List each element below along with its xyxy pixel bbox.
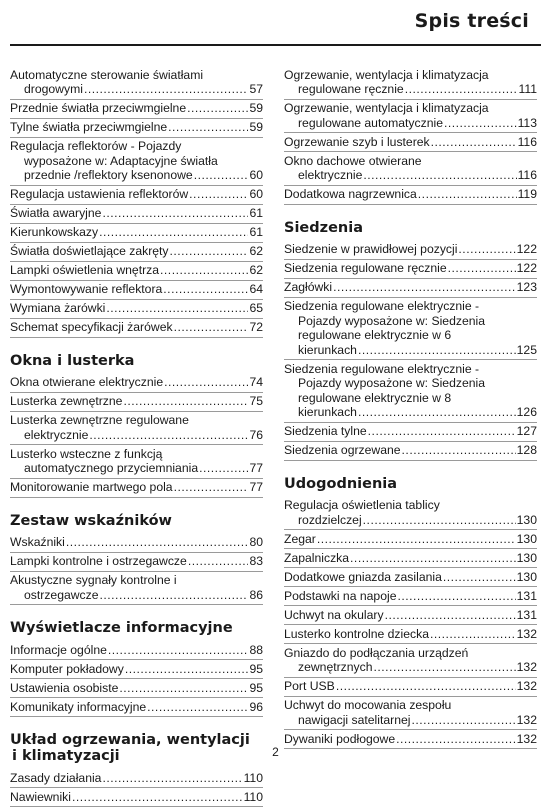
toc-entry-text: Regulacja oświetlenia tablicy xyxy=(284,498,440,512)
toc-entry[interactable] xyxy=(284,442,537,461)
dot-leader xyxy=(458,242,515,257)
toc-entry[interactable] xyxy=(10,205,263,224)
toc-entry-text: Akustyczne sygnały kontrolne i xyxy=(10,573,177,587)
toc-page-number: 62 xyxy=(249,244,263,258)
dot-leader xyxy=(170,244,249,259)
toc-entry-text: wyposażone w: Adaptacyjne światła xyxy=(24,153,218,168)
dot-leader xyxy=(358,405,516,420)
toc-page-number: 127 xyxy=(516,424,537,438)
toc-page-number: 59 xyxy=(249,120,263,134)
toc-entry[interactable] xyxy=(284,587,537,606)
section-heading-line: i klimatyzacji xyxy=(12,748,120,764)
toc-entry-text: Tylne światła przeciwmgielne xyxy=(10,120,168,134)
dot-leader xyxy=(374,660,516,675)
dot-leader xyxy=(363,513,516,528)
toc-entry-text: automatycznego przyciemniania xyxy=(24,461,199,475)
toc-entry[interactable] xyxy=(10,100,263,119)
toc-entry[interactable] xyxy=(10,66,263,100)
page-number: 2 xyxy=(272,745,279,759)
toc-entry-text: zewnętrznych xyxy=(298,660,373,674)
dot-leader xyxy=(102,206,248,221)
dot-leader xyxy=(336,679,516,694)
toc-page-number: 130 xyxy=(516,550,537,565)
toc-entry[interactable] xyxy=(284,66,537,100)
toc-column-left xyxy=(10,66,263,807)
toc-entry[interactable] xyxy=(10,769,263,788)
toc-entry-text: Zagłówki xyxy=(284,280,333,294)
toc-column-right xyxy=(284,66,537,749)
dot-leader xyxy=(402,443,516,458)
dot-leader xyxy=(443,570,516,585)
toc-entry-text: Siedzenia ogrzewane xyxy=(284,443,401,457)
toc-page-number: 126 xyxy=(516,405,537,419)
toc-entry-text: przednie /reflektory ksenonowe xyxy=(24,168,193,182)
toc-entry[interactable] xyxy=(284,625,537,644)
toc-entry-text: regulowane elektrycznie w 8 xyxy=(298,390,452,405)
toc-page-number: 65 xyxy=(249,301,263,315)
toc-page-number: 76 xyxy=(249,427,263,442)
toc-entry-text: elektrycznie xyxy=(298,168,363,182)
dot-leader xyxy=(405,82,518,97)
toc-entry-text: Okno dachowe otwierane xyxy=(284,153,422,168)
toc-entry[interactable] xyxy=(284,549,537,568)
toc-entry-text: Siedzenia regulowane elektrycznie - xyxy=(284,361,480,376)
toc-page-number: 119 xyxy=(517,187,537,201)
toc-page-number: 59 xyxy=(249,101,263,115)
toc-entry-text: Ogrzewanie szyb i lusterek xyxy=(284,134,430,149)
toc-page-number: 130 xyxy=(516,512,537,527)
toc-page-number: 130 xyxy=(516,569,537,584)
toc-entry-text: Lusterka zewnętrzne regulowane xyxy=(10,413,189,427)
toc-entry[interactable] xyxy=(10,319,263,338)
toc-entry-text: Gniazdo do podłączania urządzeń xyxy=(284,645,469,660)
toc-entry-text: Regulacja reflektorów - Pojazdy xyxy=(10,139,182,153)
dot-leader xyxy=(448,261,516,276)
toc-entry[interactable] xyxy=(10,572,263,606)
dot-leader xyxy=(66,535,249,550)
toc-page-number: 95 xyxy=(249,680,263,695)
dot-leader xyxy=(187,101,248,116)
dot-leader xyxy=(84,82,249,97)
toc-entry-text: Port USB xyxy=(284,679,335,693)
dot-leader xyxy=(164,375,248,390)
toc-entry[interactable] xyxy=(284,152,537,186)
toc-page-number: 61 xyxy=(249,206,263,220)
dot-leader xyxy=(99,225,248,240)
section-heading-line: Siedzenia xyxy=(284,219,363,236)
dot-leader xyxy=(188,554,249,569)
toc-entry[interactable] xyxy=(10,374,263,393)
dot-leader xyxy=(102,771,242,786)
section-heading-line: Układ ogrzewania, wentylacji xyxy=(10,732,250,748)
toc-entry-text: Lusterko kontrolne dziecka xyxy=(284,626,429,641)
dot-leader xyxy=(333,280,516,295)
toc-entry-text: Światła awaryjne xyxy=(10,206,102,220)
dot-leader xyxy=(385,608,516,623)
toc-entry-text: Lampki kontrolne i ostrzegawcze xyxy=(10,554,187,568)
toc-entry-text: Komunikaty informacyjne xyxy=(10,699,147,714)
toc-entry-text: Wskaźniki xyxy=(10,535,65,549)
section-heading-line: Zestaw wskaźników xyxy=(10,512,172,529)
toc-entry[interactable] xyxy=(10,393,263,412)
toc-page-number: 132 xyxy=(516,679,537,693)
dot-leader xyxy=(363,168,516,183)
dot-leader xyxy=(358,343,516,358)
toc-entry-text: Wymontowywanie reflektora xyxy=(10,282,163,296)
toc-entry-text: ostrzegawcze xyxy=(24,587,99,602)
section-heading-line: Okna i lusterka xyxy=(10,352,135,369)
dot-leader xyxy=(350,551,516,566)
toc-page-number: 57 xyxy=(249,82,263,96)
toc-page-number: 86 xyxy=(249,587,263,602)
toc-entry[interactable] xyxy=(284,530,537,549)
toc-entry-text: Nawiewniki xyxy=(10,789,71,804)
toc-entry-text: kierunkach xyxy=(298,342,357,357)
toc-page-number: 60 xyxy=(249,168,263,182)
toc-entry-text: Kierunkowskazy xyxy=(10,225,99,239)
toc-entry-text: Pojazdy wyposażone w: Siedzenia xyxy=(298,376,485,390)
dot-leader xyxy=(431,135,517,150)
toc-entry-text: Dodatkowe gniazda zasilania xyxy=(284,569,442,584)
toc-entry[interactable] xyxy=(284,241,537,260)
toc-entry-text: drogowymi xyxy=(24,82,83,96)
toc-entry-text: Zapalniczka xyxy=(284,550,350,565)
toc-entry[interactable] xyxy=(284,423,537,442)
toc-entry[interactable] xyxy=(284,360,537,423)
toc-page-number: 125 xyxy=(516,342,537,357)
dot-leader xyxy=(168,120,248,135)
toc-entry-text: kierunkach xyxy=(298,405,357,419)
toc-entry-text: Siedzenia tylne xyxy=(284,424,367,438)
toc-entry-text: Lusterko wsteczne z funkcją xyxy=(10,446,163,461)
toc-page-number: 132 xyxy=(516,626,537,641)
toc-entry-text: Światła doświetlające zakręty xyxy=(10,244,169,258)
toc-entry[interactable] xyxy=(284,568,537,587)
toc-entry-text: Dywaniki podłogowe xyxy=(284,731,396,746)
dot-leader xyxy=(163,282,248,297)
dot-leader xyxy=(418,187,517,202)
toc-page-number: 122 xyxy=(516,242,537,256)
toc-entry[interactable] xyxy=(284,697,537,731)
toc-page-number: 132 xyxy=(516,660,537,674)
toc-entry[interactable] xyxy=(10,119,263,138)
section-heading xyxy=(10,353,263,369)
section-heading xyxy=(284,220,537,236)
dot-leader xyxy=(174,320,249,335)
toc-entry-text: Informacje ogólne xyxy=(10,642,107,657)
toc-entry[interactable] xyxy=(10,300,263,319)
toc-page-number: 77 xyxy=(249,480,263,494)
toc-entry[interactable] xyxy=(284,497,537,531)
toc-entry-text: Przednie światła przeciwmgielne xyxy=(10,101,187,115)
toc-entry-text: Ogrzewanie, wentylacja i klimatyzacja xyxy=(284,67,489,82)
toc-entry[interactable] xyxy=(10,679,263,698)
toc-page-number: 60 xyxy=(249,187,263,201)
dot-leader xyxy=(194,168,249,183)
dot-leader xyxy=(119,681,248,696)
toc-entry[interactable] xyxy=(10,243,263,262)
toc-entry[interactable] xyxy=(10,788,263,807)
toc-page-number: 130 xyxy=(516,531,537,546)
toc-page-number: 128 xyxy=(516,443,537,457)
toc-page-number: 110 xyxy=(243,770,263,785)
toc-page-number: 88 xyxy=(249,642,263,657)
dot-leader xyxy=(125,662,249,677)
section-heading xyxy=(284,476,537,492)
section-heading xyxy=(10,513,263,529)
toc-entry[interactable] xyxy=(284,298,537,361)
toc-entry[interactable] xyxy=(10,534,263,553)
section-heading-line: Udogodnienia xyxy=(284,475,398,492)
toc-page-number: 131 xyxy=(516,607,537,622)
toc-entry-text: Uchwyt na okulary xyxy=(284,607,384,622)
toc-entry[interactable] xyxy=(10,698,263,717)
dot-leader xyxy=(189,187,248,202)
toc-entry[interactable] xyxy=(10,641,263,660)
toc-entry-text: Pojazdy wyposażone w: Siedzenia xyxy=(298,313,485,328)
toc-entry[interactable] xyxy=(10,412,263,446)
dot-leader xyxy=(396,732,516,747)
dot-leader xyxy=(100,588,249,603)
toc-page-number: 131 xyxy=(516,588,537,603)
toc-page-number: 61 xyxy=(249,225,263,239)
toc-page-number: 80 xyxy=(249,535,263,549)
toc-entry[interactable] xyxy=(284,186,537,205)
toc-entry-text: Monitorowanie martwego pola xyxy=(10,480,173,494)
toc-entry-text: rozdzielczej xyxy=(298,512,362,527)
toc-entry[interactable] xyxy=(10,479,263,498)
toc-entry-text: Ustawienia osobiste xyxy=(10,680,119,695)
toc-entry[interactable] xyxy=(10,186,263,205)
toc-entry-text: Lampki oświetlenia wnętrza xyxy=(10,263,160,277)
toc-page-number: 132 xyxy=(516,712,537,727)
toc-entry-text: Lusterka zewnętrzne xyxy=(10,394,123,408)
toc-page-number: 83 xyxy=(249,554,263,568)
toc-entry[interactable] xyxy=(10,445,263,479)
dot-leader xyxy=(147,700,248,715)
dot-leader xyxy=(106,301,248,316)
toc-entry[interactable] xyxy=(10,553,263,572)
toc-entry[interactable] xyxy=(284,100,537,134)
dot-leader xyxy=(368,424,516,439)
toc-entry[interactable] xyxy=(284,644,537,678)
toc-page-number: 110 xyxy=(243,789,263,804)
dot-leader xyxy=(72,790,243,805)
toc-entry-text: Siedzenie w prawidłowej pozycji xyxy=(284,242,458,256)
dot-leader xyxy=(317,532,516,547)
toc-entry-text: Zegar xyxy=(284,531,316,546)
toc-page-number: 95 xyxy=(249,661,263,676)
toc-page-number: 113 xyxy=(517,115,537,130)
toc-page-number: 132 xyxy=(516,731,537,746)
toc-entry-text: Podstawki na napoje xyxy=(284,588,397,603)
toc-entry-text: Uchwyt do mocowania zespołu xyxy=(284,698,452,712)
toc-entry-text: regulowane elektrycznie w 6 xyxy=(298,328,452,342)
toc-entry-text: Ogrzewanie, wentylacja i klimatyzacja xyxy=(284,101,489,115)
toc-entry[interactable] xyxy=(10,224,263,243)
toc-page-number: 116 xyxy=(517,168,537,182)
dot-leader xyxy=(89,428,248,443)
page-title: Spis treści xyxy=(414,10,529,32)
toc-entry-text: Regulacja ustawienia reflektorów xyxy=(10,187,189,201)
toc-entry-text: Dodatkowa nagrzewnica xyxy=(284,187,417,201)
toc-entry[interactable] xyxy=(284,279,537,298)
toc-page-number: 77 xyxy=(249,461,263,475)
toc-entry[interactable] xyxy=(284,133,537,152)
toc-page-number: 123 xyxy=(516,280,537,294)
toc-entry[interactable] xyxy=(284,260,537,279)
title-rule xyxy=(10,44,541,46)
dot-leader xyxy=(108,643,249,658)
toc-page-number: 111 xyxy=(518,82,537,96)
toc-entry-text: Zasady działania xyxy=(10,770,102,785)
toc-entry[interactable] xyxy=(284,678,537,697)
toc-entry[interactable] xyxy=(10,660,263,679)
dot-leader xyxy=(430,627,516,642)
toc-page-number: 72 xyxy=(249,320,263,334)
toc-entry-text: Siedzenia regulowane elektrycznie - xyxy=(284,299,480,313)
toc-entry[interactable] xyxy=(10,281,263,300)
toc-entry[interactable] xyxy=(284,606,537,625)
dot-leader xyxy=(174,480,249,495)
toc-entry[interactable] xyxy=(10,138,263,186)
dot-leader xyxy=(444,116,517,131)
dot-leader xyxy=(123,394,248,409)
toc-entry-text: Siedzenia regulowane ręcznie xyxy=(284,261,447,275)
toc-entry-text: Wymiana żarówki xyxy=(10,301,106,315)
toc-entry-text: Schemat specyfikacji żarówek xyxy=(10,320,173,334)
toc-page-number: 116 xyxy=(517,134,537,149)
section-heading xyxy=(10,620,263,636)
toc-page-number: 75 xyxy=(249,394,263,408)
dot-leader xyxy=(411,713,515,728)
toc-entry-text: nawigacji satelitarnej xyxy=(298,712,411,727)
toc-entry-text: elektrycznie xyxy=(24,427,89,442)
toc-page-number: 122 xyxy=(516,261,537,275)
section-heading-line: Wyświetlacze informacyjne xyxy=(10,620,233,636)
toc-entry-text: regulowane ręcznie xyxy=(298,82,404,96)
toc-page-number: 96 xyxy=(249,699,263,714)
toc-entry-text: Automatyczne sterowanie światłami xyxy=(10,67,204,82)
toc-page-number: 74 xyxy=(249,375,263,389)
dot-leader xyxy=(160,263,248,278)
toc-entry-text: Okna otwierane elektrycznie xyxy=(10,375,164,389)
dot-leader xyxy=(397,589,515,604)
toc-entry-text: Komputer pokładowy xyxy=(10,661,124,676)
toc-entry-text: regulowane automatycznie xyxy=(298,115,443,130)
toc-page-number: 64 xyxy=(249,282,263,296)
dot-leader xyxy=(199,461,248,476)
toc-page-number: 62 xyxy=(249,263,263,277)
toc-entry[interactable] xyxy=(10,262,263,281)
